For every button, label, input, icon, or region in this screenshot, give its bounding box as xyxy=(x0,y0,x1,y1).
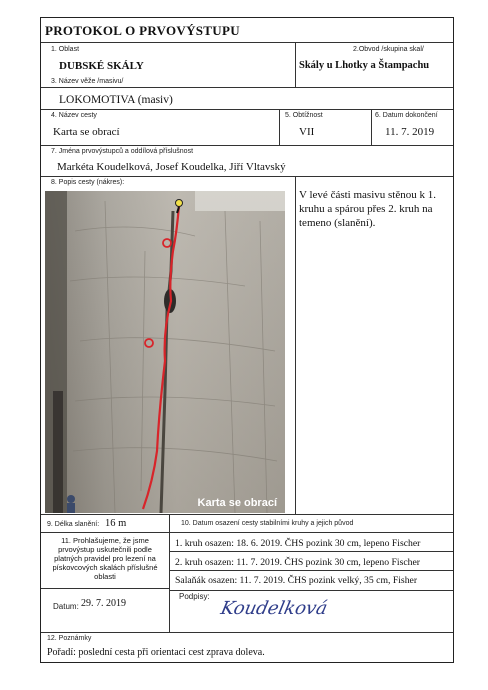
prohlaseni-text: 11. Prohlašujeme, že jsme prvovýstup uskutečnili podle platných pravidel pro lezení na pískovcových skalách příslušné oblasti xyxy=(52,536,158,581)
slaneni-value: 16 m xyxy=(105,518,127,529)
jmena-value: Markéta Koudelková, Josef Koudelka, Jiří Vltavský xyxy=(57,161,286,173)
photo-caption: Karta se obrací xyxy=(197,497,277,509)
route-description: V levé části masivu stěnou k 1. kruhu a spárou přes 2. kruh na temeno (slanění). xyxy=(299,189,436,229)
popis-label: 8. Popis cesty (nákres): xyxy=(51,179,125,186)
datum2-label: Datum: xyxy=(53,602,79,611)
kruhy-label: 10. Datum osazení cesty stabilními kruhy a jejich původ xyxy=(181,520,354,527)
datum2-value: 29. 7. 2019 xyxy=(81,598,126,609)
vez-label: 3. Název věže /masivu/ xyxy=(51,78,124,85)
salanak-value: Salaňák osazen: 11. 7. 2019. ČHS pozink velký, 35 cm, Fisher xyxy=(175,575,418,586)
kruh1-value: 1. kruh osazen: 18. 6. 2019. ČHS pozink 30 cm, lepeno Fischer xyxy=(175,538,421,549)
cesta-label: 4. Název cesty xyxy=(51,112,97,119)
jmena-label: 7. Jména prvovýstupců a oddílová příslušnost xyxy=(51,148,194,155)
vez-value: LOKOMOTIVA (masiv) xyxy=(59,94,173,106)
obtiznost-value: VII xyxy=(299,126,315,138)
kruh2-value: 2. kruh osazen: 11. 7. 2019. ČHS pozink 30 cm, lepeno Fischer xyxy=(175,557,421,568)
obtiznost-label: 5. Obtížnost xyxy=(285,112,323,119)
podpisy-label: Podpisy: xyxy=(179,592,210,601)
oblast-value: DUBSKÉ SKÁLY xyxy=(59,60,144,72)
poznamky-value: Pořadí: poslední cesta při orientaci cest zprava doleva. xyxy=(47,647,265,658)
protocol-form xyxy=(40,17,454,663)
oblast-label: 1. Oblast xyxy=(51,46,80,53)
obvod-label: 2.Obvod /skupina skal/ xyxy=(353,46,424,53)
datum-dokonceni-label: 6. Datum dokončení xyxy=(375,112,438,119)
slaneni-label: 9. Délka slanění: xyxy=(47,521,100,528)
cesta-value: Karta se obrací xyxy=(53,126,120,138)
datum-dokonceni-value: 11. 7. 2019 xyxy=(385,126,435,138)
form-title: PROTOKOL O PRVOVÝSTUPU xyxy=(45,23,240,38)
signature: Koudelková xyxy=(218,598,330,619)
obvod-value: Skály u Lhotky a Štampachu xyxy=(299,60,430,71)
poznamky-label: 12. Poznámky xyxy=(47,635,92,642)
route-photo xyxy=(45,191,285,513)
